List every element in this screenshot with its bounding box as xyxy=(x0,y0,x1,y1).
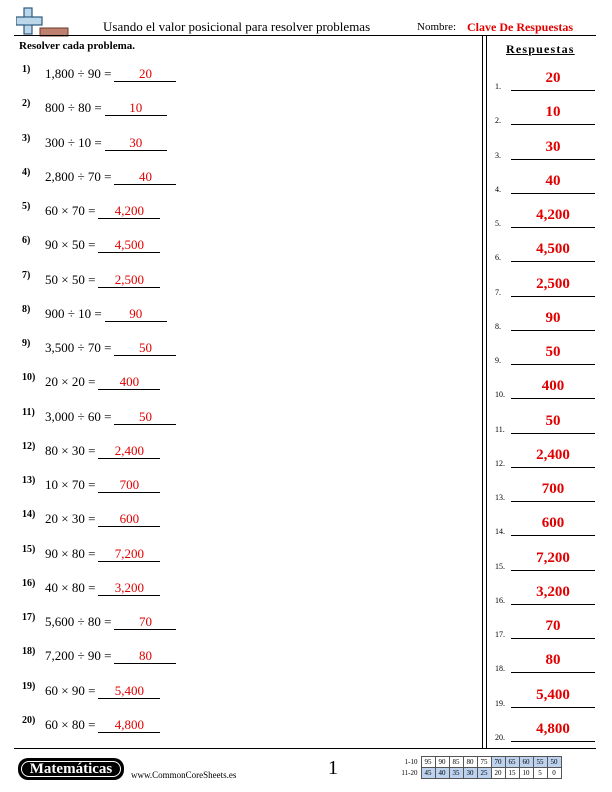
problem-answer: 4,200 xyxy=(98,204,160,219)
answer-key-item xyxy=(495,309,595,331)
problem-answer: 600 xyxy=(98,512,160,527)
column-divider xyxy=(482,36,483,748)
answer-key-item xyxy=(495,514,595,536)
answer-key-item xyxy=(495,138,595,160)
problem-expression: 90 × 80 = xyxy=(45,545,96,561)
problem-expression: 10 × 70 = xyxy=(45,477,96,492)
score-cell: 35 xyxy=(449,768,463,779)
score-cell: 10 xyxy=(519,768,533,779)
problem-number: 17) xyxy=(22,612,36,623)
problem-number: 9) xyxy=(22,338,31,349)
answer-key-number: 20. xyxy=(495,732,505,742)
problem-expression-line xyxy=(45,306,167,322)
score-cell: 20 xyxy=(491,768,505,779)
answer-key-value: 70 xyxy=(511,615,595,639)
problem-number: 5) xyxy=(22,201,31,212)
answer-key-value: 80 xyxy=(511,649,595,673)
problem-number: 6) xyxy=(22,235,31,247)
answer-key-number: 4. xyxy=(495,184,501,194)
answer-key-number: 17. xyxy=(495,630,505,639)
problem-expression: 90 × 50 = xyxy=(45,237,96,253)
problem-expression-line xyxy=(45,340,176,356)
brand-label: Matemáticas xyxy=(29,761,113,777)
answer-key-item xyxy=(495,206,595,228)
answer-key-item xyxy=(495,412,595,434)
score-row-label: 1-10 xyxy=(404,758,418,766)
problem-expression: 2,800 ÷ 70 = xyxy=(45,168,112,184)
problem-number: 19) xyxy=(22,680,36,692)
score-cell: 45 xyxy=(421,768,435,779)
answer-key-number: 8. xyxy=(495,321,501,331)
answer-key-item xyxy=(495,651,595,673)
problem-expression-line xyxy=(45,203,160,219)
problem-answer: 40 xyxy=(114,170,176,185)
problem-number: 12) xyxy=(22,440,36,452)
answer-key-number: 5. xyxy=(495,219,501,228)
brand-badge-border xyxy=(21,761,121,777)
answer-key-number: 6. xyxy=(495,253,501,263)
problem-expression: 3,500 ÷ 70 = xyxy=(45,340,112,355)
score-cell: 70 xyxy=(491,757,505,768)
problem-expression: 80 × 30 = xyxy=(45,442,96,458)
problem-answer: 400 xyxy=(98,375,160,390)
problem-expression: 800 ÷ 80 = xyxy=(45,100,102,116)
score-cell: 0 xyxy=(547,768,561,779)
answer-key-item xyxy=(495,172,595,194)
answer-key-value: 50 xyxy=(511,410,595,434)
answer-key-item xyxy=(495,720,595,742)
problem-number: 1) xyxy=(22,64,31,75)
answer-key-item xyxy=(495,686,595,708)
answer-key-item xyxy=(495,583,595,605)
answer-key-number: 13. xyxy=(495,493,505,502)
problem-expression: 900 ÷ 10 = xyxy=(45,305,102,321)
problem-number: 4) xyxy=(22,166,31,178)
answer-key-value: 5,400 xyxy=(511,684,595,708)
problem-answer: 30 xyxy=(105,136,167,151)
problem-answer: 4,500 xyxy=(98,238,160,253)
problem-expression: 20 × 20 = xyxy=(45,374,96,390)
answer-key-number: 11. xyxy=(495,424,505,434)
answer-key-number: 18. xyxy=(495,664,505,674)
footer-divider xyxy=(14,748,596,749)
answer-key-number: 16. xyxy=(495,595,505,605)
problem-answer: 7,200 xyxy=(98,547,160,562)
problem-expression: 5,600 ÷ 80 = xyxy=(45,614,112,629)
problem-expression: 60 × 80 = xyxy=(45,716,96,732)
answer-key-item xyxy=(495,343,595,365)
answer-key-number: 14. xyxy=(495,527,505,537)
answer-key-number: 15. xyxy=(495,561,505,571)
problem-expression-line xyxy=(45,683,160,699)
problem-answer: 90 xyxy=(105,307,167,322)
instructions: Resolver cada problema. xyxy=(19,40,135,52)
problem-number: 18) xyxy=(22,646,36,658)
score-cell: 80 xyxy=(463,757,477,768)
problem-number: 14) xyxy=(22,509,36,521)
answer-key-value: 40 xyxy=(511,170,595,194)
problem-expression-line xyxy=(45,66,176,82)
problem-expression: 1,800 ÷ 90 = xyxy=(45,66,112,81)
score-table xyxy=(397,756,562,779)
answer-key-item xyxy=(495,240,595,262)
problem-answer: 2,400 xyxy=(98,444,160,459)
score-cell: 85 xyxy=(449,757,463,768)
answer-key-value: 400 xyxy=(511,375,595,399)
problem-answer: 4,800 xyxy=(98,718,160,733)
problem-expression: 300 ÷ 10 = xyxy=(45,134,102,150)
problem-expression-line xyxy=(45,135,167,151)
problem-answer: 700 xyxy=(98,478,160,493)
problem-expression: 50 × 50 = xyxy=(45,271,96,287)
problem-answer: 50 xyxy=(114,410,176,425)
problem-number: 8) xyxy=(22,303,31,315)
problem-answer: 20 xyxy=(114,67,176,82)
answer-key-value: 7,200 xyxy=(511,547,595,571)
answer-key-value: 700 xyxy=(511,478,595,502)
score-cell: 90 xyxy=(435,757,449,768)
problem-expression: 7,200 ÷ 90 = xyxy=(45,648,112,664)
column-divider xyxy=(486,36,487,748)
answer-key-item xyxy=(495,103,595,125)
answer-key-value: 20 xyxy=(511,67,595,91)
problem-expression-line xyxy=(45,443,160,459)
problem-number: 16) xyxy=(22,577,36,589)
problem-expression: 40 × 80 = xyxy=(45,579,96,595)
problem-expression-line xyxy=(45,614,176,630)
score-cell: 60 xyxy=(519,757,533,768)
problem-expression-line xyxy=(45,169,176,185)
problem-expression: 60 × 90 = xyxy=(45,682,96,698)
problem-expression-line xyxy=(45,374,160,390)
score-row-1 xyxy=(397,757,561,768)
answer-key-value: 50 xyxy=(511,341,595,365)
problem-number: 11) xyxy=(22,406,35,418)
answer-key-value: 3,200 xyxy=(511,581,595,605)
problem-expression: 3,000 ÷ 60 = xyxy=(45,408,112,424)
answer-key-value: 4,500 xyxy=(511,238,595,262)
problem-number: 10) xyxy=(22,372,36,384)
problem-expression-line xyxy=(45,648,176,664)
header-divider xyxy=(14,35,596,36)
answer-key-item xyxy=(495,69,595,91)
score-cell: 75 xyxy=(477,757,491,768)
answer-key-value: 2,400 xyxy=(511,444,595,468)
answer-key-value: 90 xyxy=(511,307,595,331)
problem-expression-line xyxy=(45,477,160,493)
problem-expression-line xyxy=(45,272,160,288)
problem-expression-line xyxy=(45,100,167,116)
problem-expression-line xyxy=(45,409,176,425)
problem-number: 13) xyxy=(22,475,36,486)
answer-key-value: 30 xyxy=(511,136,595,160)
answer-key-item xyxy=(495,275,595,297)
answer-key-number: 2. xyxy=(495,116,501,126)
answer-key-item xyxy=(495,377,595,399)
answer-key-item xyxy=(495,549,595,571)
answer-key-number: 12. xyxy=(495,458,505,468)
score-cell: 65 xyxy=(505,757,519,768)
answer-key-number: 10. xyxy=(495,390,505,400)
problem-answer: 50 xyxy=(114,341,176,356)
score-cell: 25 xyxy=(477,768,491,779)
problem-answer: 80 xyxy=(114,649,176,664)
problem-expression: 60 × 70 = xyxy=(45,203,96,218)
answer-key-item xyxy=(495,446,595,468)
problem-answer: 2,500 xyxy=(98,273,160,288)
score-cell: 30 xyxy=(463,768,477,779)
answer-key-value: 10 xyxy=(511,101,595,125)
answer-key-value: 600 xyxy=(511,512,595,536)
score-row-label: 11-20 xyxy=(401,769,418,777)
page-title: Usando el valor posicional para resolver problemas xyxy=(103,19,371,34)
plus-minus-logo-icon xyxy=(16,4,72,38)
problem-answer: 5,400 xyxy=(98,684,160,699)
score-cell: 55 xyxy=(533,757,547,768)
problem-expression-line xyxy=(45,717,160,733)
answer-key-number: 9. xyxy=(495,356,501,365)
answer-key-value: 4,200 xyxy=(511,204,595,228)
answer-key-item xyxy=(495,617,595,639)
problem-answer: 10 xyxy=(105,101,167,116)
problem-expression-line xyxy=(45,580,160,596)
answer-key-number: 1. xyxy=(495,82,501,91)
problem-number: 7) xyxy=(22,269,31,281)
site-url: www.CommonCoreSheets.es xyxy=(131,770,237,780)
name-label: Nombre: xyxy=(417,21,457,33)
problem-answer: 70 xyxy=(114,615,176,630)
answers-title: Respuestas xyxy=(506,42,575,56)
score-cell: 40 xyxy=(435,768,449,779)
problem-expression-line xyxy=(45,511,160,527)
problem-number: 2) xyxy=(22,98,31,110)
page-number: 1 xyxy=(328,757,338,779)
score-cell: 5 xyxy=(533,768,547,779)
problem-expression-line xyxy=(45,237,160,253)
score-row-2 xyxy=(397,768,561,779)
answer-key-value: 4,800 xyxy=(511,718,595,742)
answer-key-number: 7. xyxy=(495,287,501,297)
answer-key-item xyxy=(495,480,595,502)
answer-key-number: 19. xyxy=(495,698,505,708)
problem-number: 20) xyxy=(22,714,36,726)
problem-answer: 3,200 xyxy=(98,581,160,596)
problem-expression: 20 × 30 = xyxy=(45,511,96,527)
problem-expression-line xyxy=(45,546,160,562)
score-cell: 15 xyxy=(505,768,519,779)
name-value: Clave De Respuestas xyxy=(467,20,573,34)
problem-number: 15) xyxy=(22,543,36,555)
answer-key-value: 2,500 xyxy=(511,273,595,297)
score-cell: 95 xyxy=(421,757,435,768)
brand-badge xyxy=(18,758,124,780)
answer-key-number: 3. xyxy=(495,150,501,160)
score-cell: 50 xyxy=(547,757,561,768)
problem-number: 3) xyxy=(22,132,31,144)
